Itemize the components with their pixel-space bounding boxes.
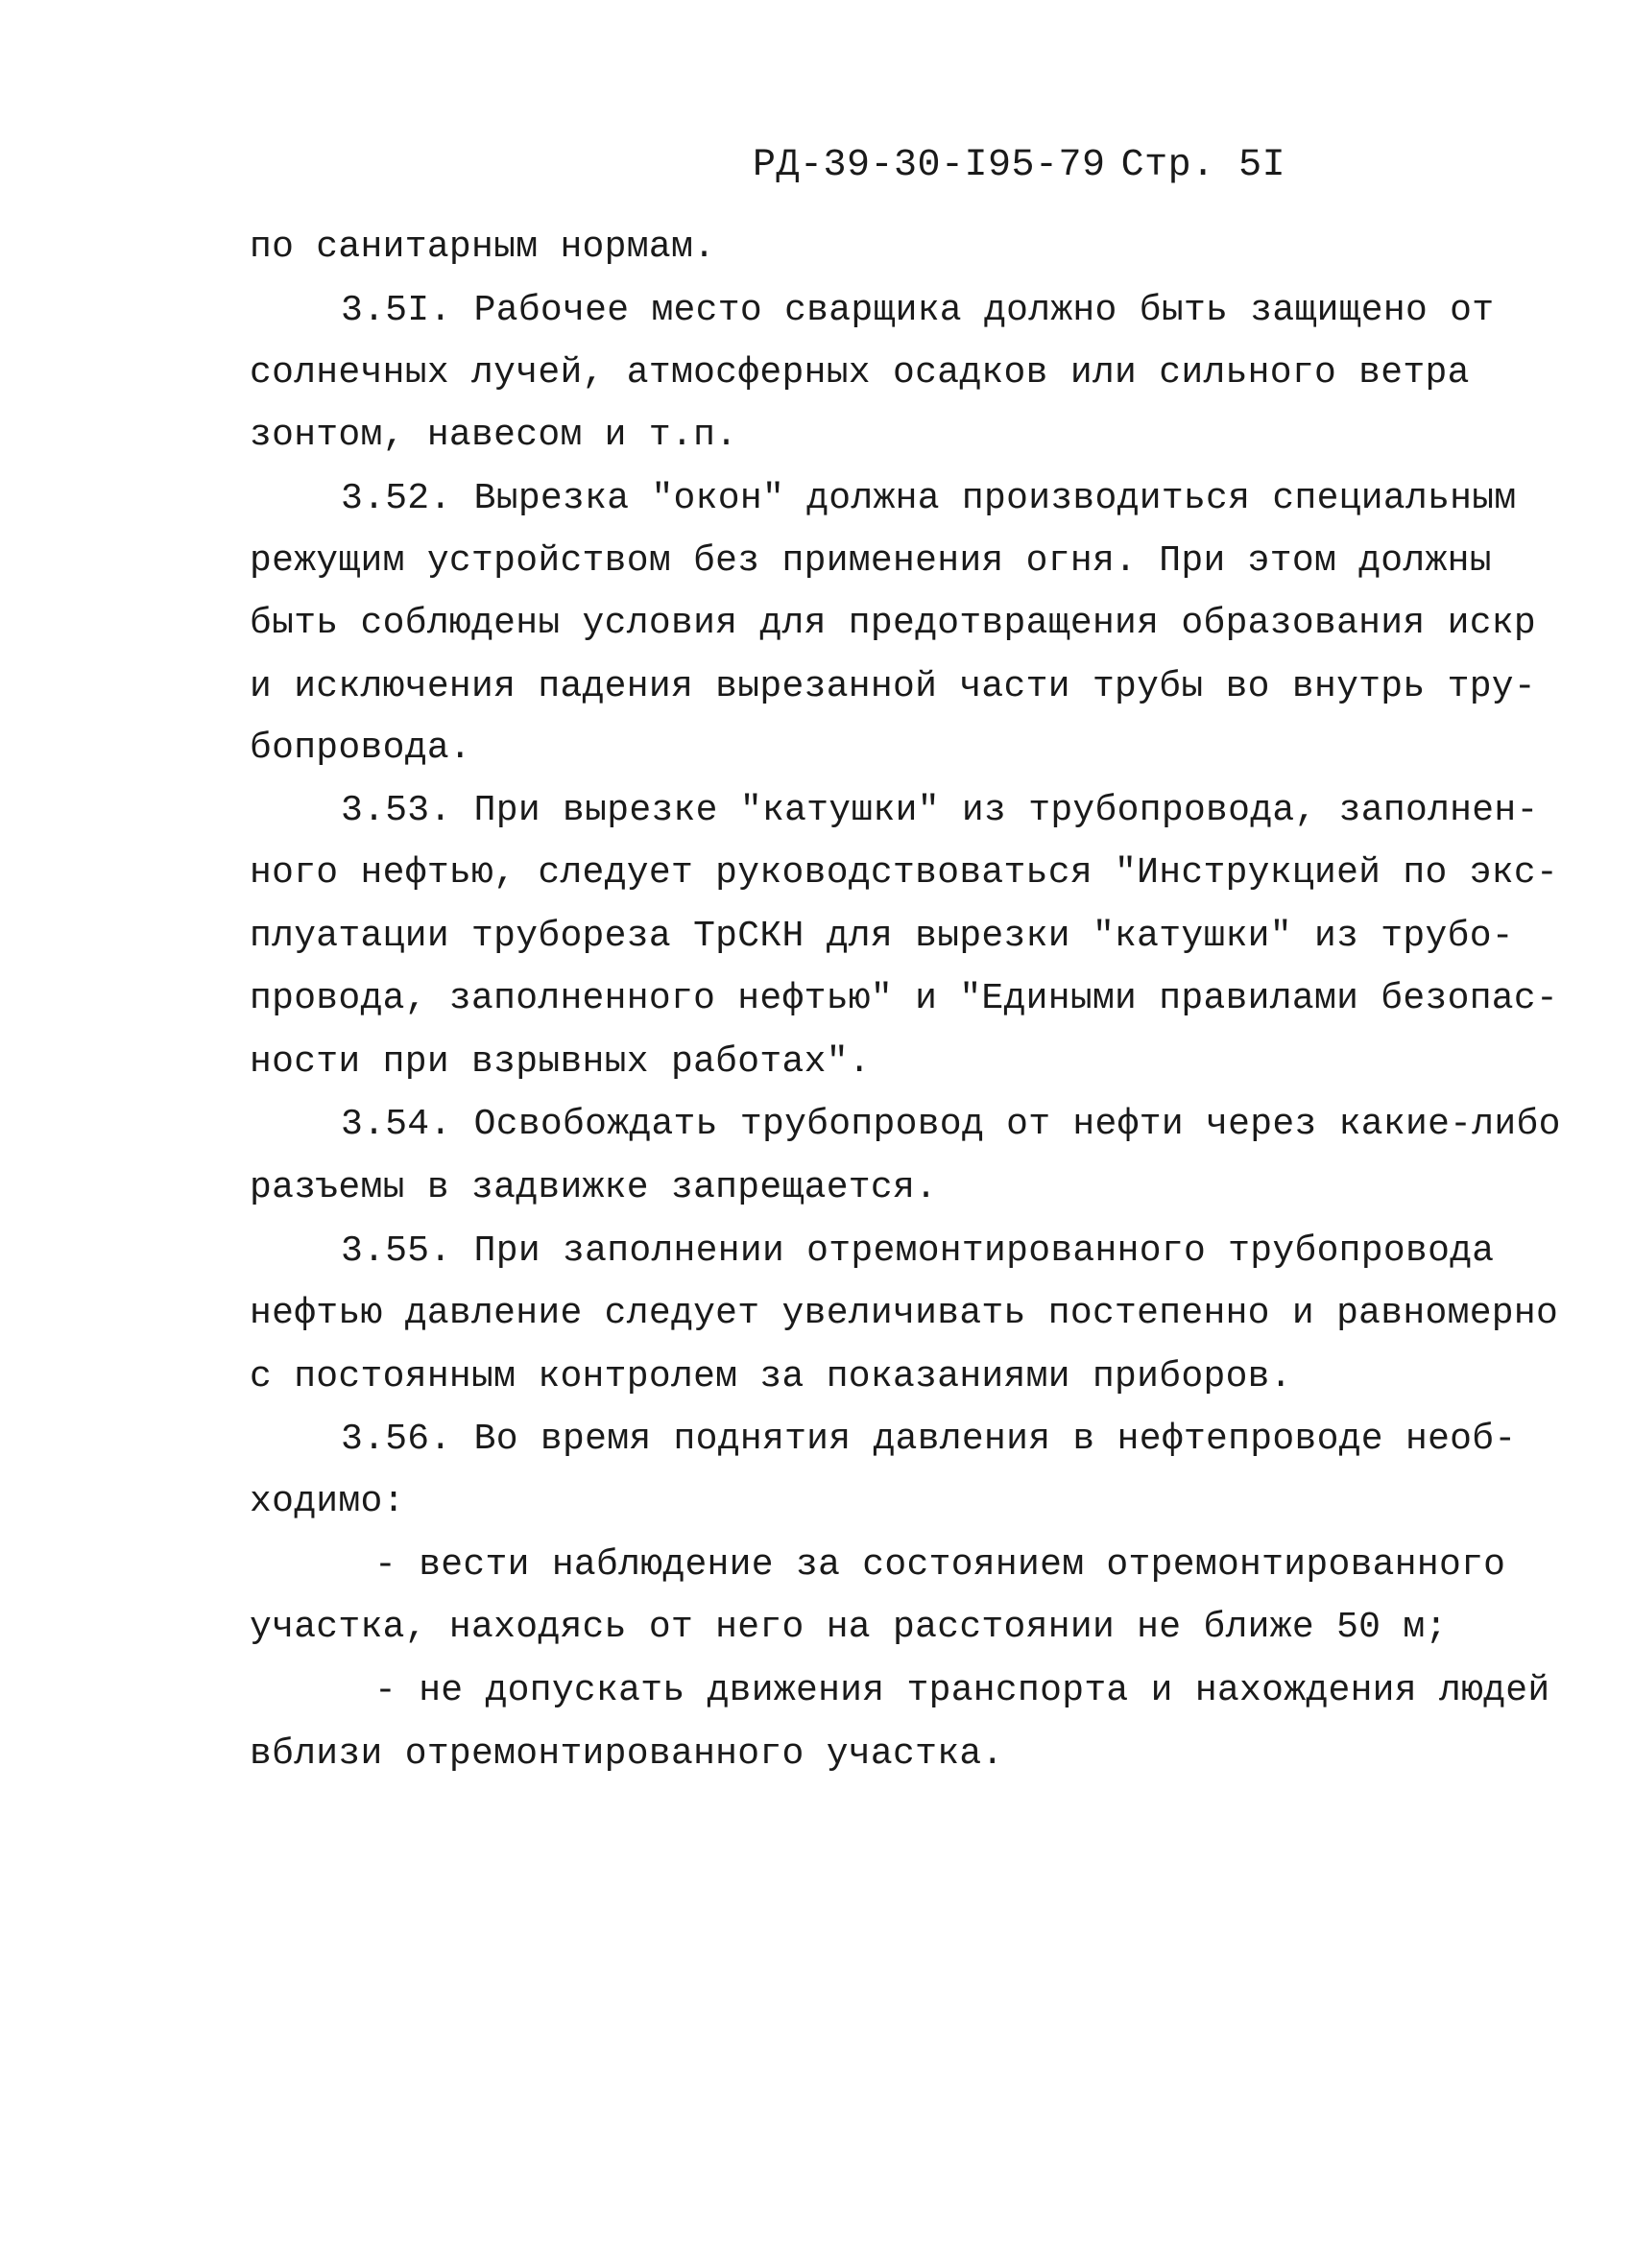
page-number: Стр. 5I: [1120, 144, 1286, 187]
text-line: нефтью давление следует увеличивать постепенно и равномерно: [250, 1293, 1559, 1334]
text-line: вблизи отремонтированного участка.: [250, 1733, 1004, 1775]
text-line: с постоянным контролем за показаниями приборов.: [250, 1356, 1292, 1397]
text-line: солнечных лучей, атмосферных осадков или сильного ветра: [250, 352, 1470, 394]
text-line: 3.53. При вырезке "катушки" из трубопровода, заполнен-: [341, 790, 1539, 831]
text-line: 3.56. Во время поднятия давления в нефтепроводе необ-: [341, 1419, 1517, 1460]
text-line: по санитарным нормам.: [250, 227, 716, 268]
text-line: зонтом, навесом и т.п.: [250, 415, 738, 456]
document-code: РД-39-30-I95-79: [753, 144, 1106, 187]
text-line: - вести наблюдение за состоянием отремонтированного: [374, 1544, 1506, 1586]
text-line: и исключения падения вырезанной части трубы во внутрь тру-: [250, 666, 1537, 707]
text-line: режущим устройством без применения огня. При этом должны: [250, 540, 1492, 582]
text-line: разъемы в задвижке запрещается.: [250, 1167, 938, 1208]
text-line: плуатации трубореза ТрСКН для вырезки "катушки" из трубо-: [250, 916, 1514, 957]
text-line: 3.55. При заполнении отремонтированного трубопровода: [341, 1230, 1495, 1272]
page-header: [753, 144, 1285, 187]
text-line: 3.54. Освобождать трубопровод от нефти через какие-либо: [341, 1104, 1561, 1145]
text-line: провода, заполненного нефтью" и "Едиными правилами безопас-: [250, 978, 1559, 1019]
text-line: бопровода.: [250, 728, 472, 769]
text-line: 3.5I. Рабочее место сварщика должно быть защищено от: [341, 290, 1495, 331]
text-line: участка, находясь от него на расстоянии не ближе 50 м;: [250, 1607, 1448, 1648]
text-line: быть соблюдены условия для предотвращения образования искр: [250, 603, 1537, 644]
text-line: ного нефтью, следует руководствоваться "Инструкцией по экс-: [250, 852, 1559, 894]
text-line: ности при взрывных работах".: [250, 1041, 871, 1083]
text-line: 3.52. Вырезка "окон" должна производиться специальным: [341, 478, 1517, 519]
text-line: ходимо:: [250, 1481, 405, 1522]
text-line: - не допускать движения транспорта и нахождения людей: [374, 1670, 1550, 1711]
